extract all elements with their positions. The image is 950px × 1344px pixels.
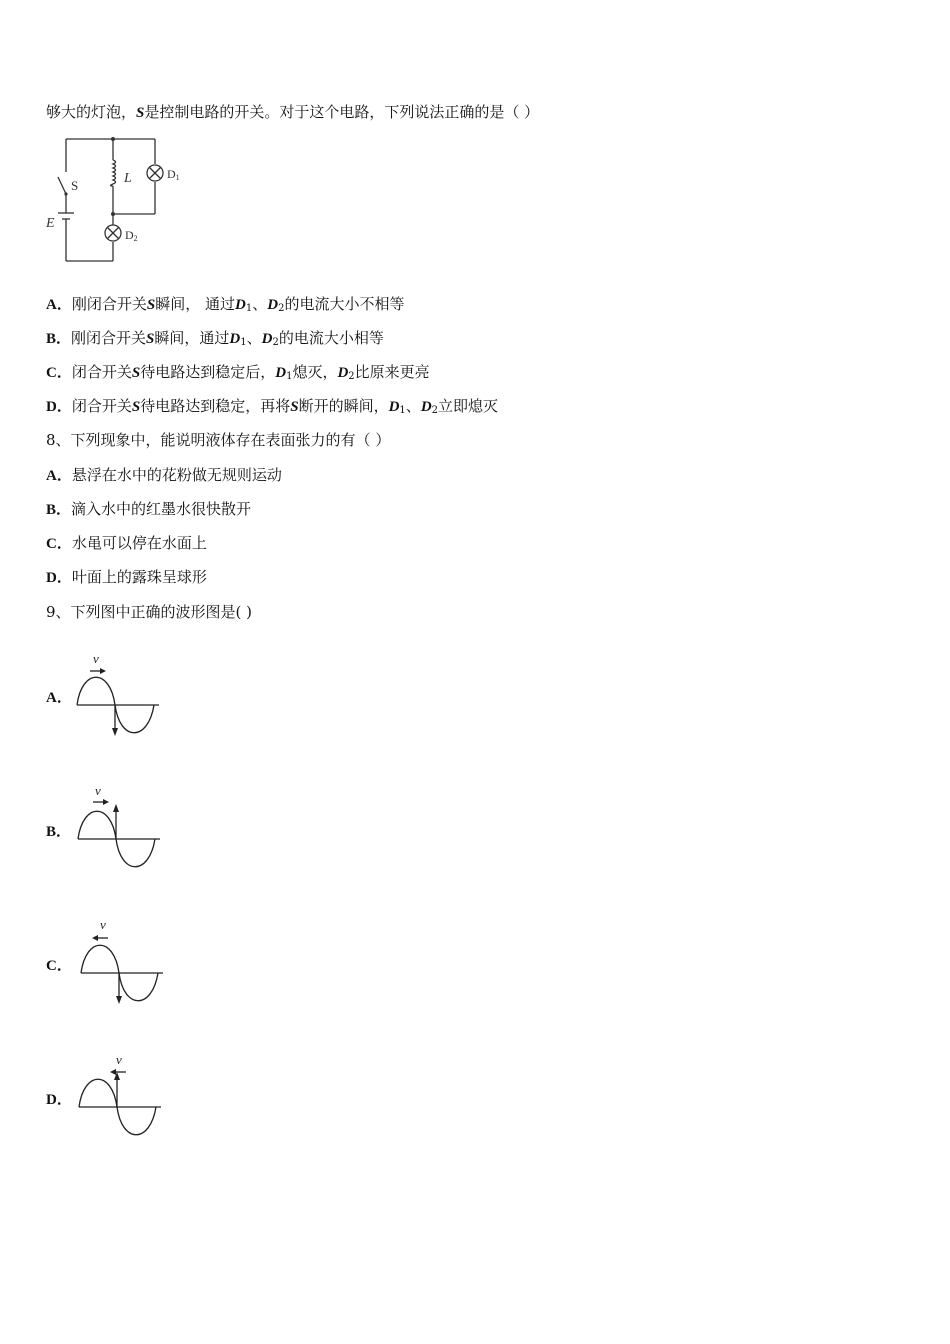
svg-text:v: v [95, 783, 101, 798]
svg-text:v: v [93, 651, 99, 666]
svg-text:v: v [116, 1052, 122, 1067]
q9-option-c-label: C． [46, 958, 72, 974]
wave-diagram-c [72, 916, 172, 1011]
q9-option-d-label: D． [46, 1092, 72, 1108]
inductor-label: L [124, 171, 132, 186]
battery-label: E [46, 216, 55, 231]
q7-option-b: B．刚闭合开关S瞬间，通过$D_1$、$D_2$的电流大小相等 [46, 329, 384, 348]
q8-option-c: C．水黾可以停在水面上 [46, 534, 207, 552]
q8-option-b: B．滴入水中的红墨水很快散开 [46, 500, 252, 518]
q7-option-a: A．刚闭合开关S瞬间， 通过$D_1$、$D_2$的电流大小不相等 [46, 295, 405, 314]
wave-diagram-a [72, 648, 172, 743]
q9-option-b-label: B． [46, 824, 72, 840]
q7-option-c: C．闭合开关S待电路达到稳定后，$D_1$熄灭，$D_2$比原来更亮 [46, 363, 430, 382]
question-8-stem: 8、下列现象中，能说明液体存在表面张力的有（ ） [46, 431, 391, 449]
switch-symbol: S [136, 105, 145, 121]
q7-option-d: D．闭合开关S待电路达到稳定，再将S断开的瞬间，$D_1$、$D_2$立即熄灭 [46, 397, 499, 416]
d1-label: D1 [167, 167, 180, 182]
wave-diagram-b [72, 782, 172, 877]
wave-diagram-d [72, 1050, 172, 1145]
question-9-stem: 9、下列图中正确的波形图是( ) [46, 603, 253, 621]
q8-option-d: D．叶面上的露珠呈球形 [46, 568, 207, 586]
d2-label: D2 [125, 228, 138, 243]
q8-option-a: A．悬浮在水中的花粉做无规则运动 [46, 466, 282, 484]
switch-label: S [71, 178, 79, 193]
circuit-diagram [44, 130, 194, 270]
question-7-stem: 够大的灯泡，S是控制电路的开关。对于这个电路，下列说法正确的是（ ） [46, 103, 540, 121]
q9-option-a-label: A． [46, 690, 72, 706]
svg-text:v: v [100, 917, 106, 932]
